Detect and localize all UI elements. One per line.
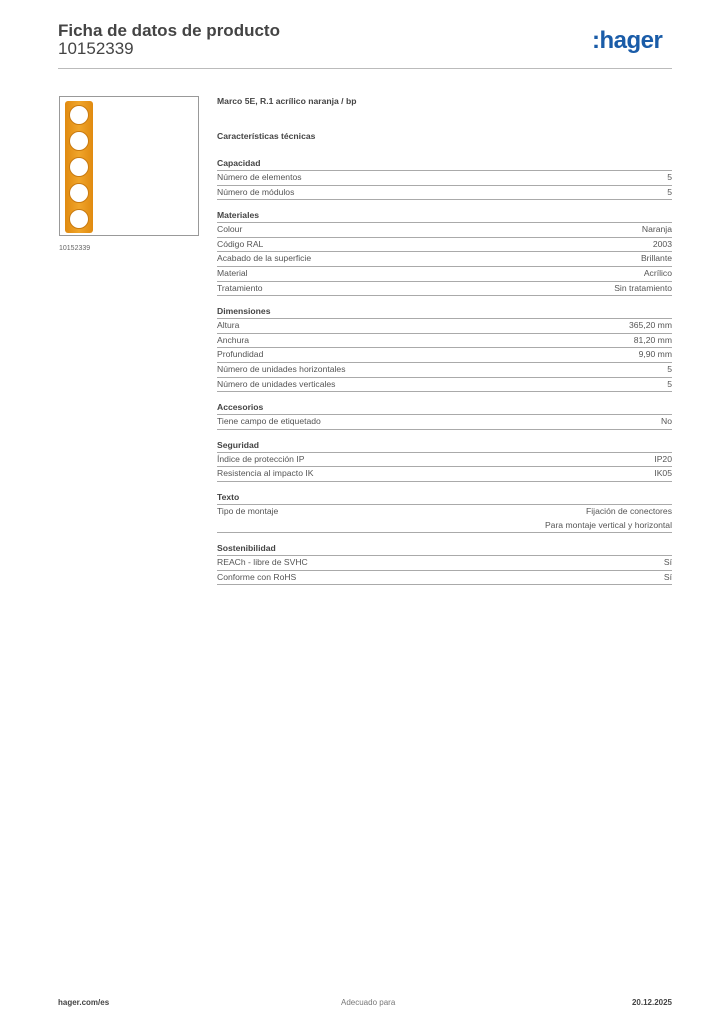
spec-row [217,505,672,533]
spec-value: IK05 [654,468,672,479]
spec-row [217,556,672,571]
footer-suitable: Adecuado para [341,998,396,1007]
spec-label: Material [217,267,248,278]
spec-row [217,282,672,297]
product-name: Marco 5E, R.1 acrílico naranja / bp [217,96,357,106]
frame-opening [69,209,89,229]
spec-value: 5 [667,186,672,197]
orange-frame-image [65,101,93,233]
hager-logo: :hager [592,27,663,54]
technical-heading: Características técnicas [217,131,316,141]
spec-row [217,186,672,201]
spec-label: Acabado de la superficie [217,253,312,264]
spec-section [217,542,672,585]
spec-value: Acrílico [643,267,672,278]
spec-sections [217,157,672,585]
spec-value: 5 [667,378,672,389]
spec-value: 81,20 mm [633,334,672,345]
spec-label: Índice de protección IP [217,453,305,464]
spec-row [217,415,672,430]
spec-label: Conforme con RoHS [217,571,297,582]
spec-sheet [217,96,672,594]
spec-value: Sin tratamiento [614,282,672,293]
spec-value: Naranja [641,224,672,235]
section-title: Materiales [217,209,672,223]
section-title: Texto [217,491,672,505]
frame-opening [69,105,89,125]
spec-label: Número de módulos [217,186,295,197]
spec-section [217,491,672,533]
spec-row [217,267,672,282]
product-code: 10152339 [58,39,134,58]
header-divider [58,68,672,69]
spec-label: Número de elementos [217,172,302,182]
spec-row [217,467,672,482]
spec-row [217,453,672,468]
spec-section [217,157,672,200]
frame-opening [69,131,89,151]
spec-row [217,319,672,334]
spec-row [217,334,672,349]
spec-label: REACh - libre de SVHC [217,557,308,568]
section-title: Seguridad [217,439,672,453]
spec-section [217,305,672,392]
product-image [59,96,199,236]
spec-row [217,571,672,586]
footer-website: hager.com/es [58,998,110,1007]
frame-opening [69,183,89,203]
spec-label: Tratamiento [217,282,263,293]
spec-section [217,209,672,296]
section-title: Sostenibilidad [217,542,672,556]
spec-row [217,171,672,186]
spec-section [217,439,672,482]
spec-value: Sí [663,557,672,568]
section-title: Capacidad [217,157,672,171]
spec-label: Tiene campo de etiquetado [217,416,321,427]
spec-label: Resistencia al impacto IK [217,468,314,479]
section-title: Accesorios [217,401,672,415]
spec-label: Profundidad [217,349,264,360]
spec-value: Sí [663,571,672,582]
page-title: Ficha de datos de producto [58,21,280,40]
spec-value: 9,90 mm [638,349,672,360]
spec-value: 365,20 mm [629,320,672,331]
spec-label: Código RAL [217,238,264,249]
spec-section [217,401,672,430]
spec-row [217,363,672,378]
spec-label: Tipo de montaje [217,505,279,516]
spec-value: 5 [667,363,672,374]
spec-row [217,238,672,253]
spec-label: Altura [217,320,240,331]
spec-value: 5 [667,172,672,182]
spec-row [217,348,672,363]
frame-opening [69,157,89,177]
spec-label: Número de unidades verticales [217,378,336,389]
spec-value: IP20 [654,453,672,464]
spec-value: Fijación de conectores Para montaje vertical y horizontal [544,505,672,530]
footer-date: 20.12.2025 [631,998,672,1007]
spec-value: No [661,416,672,427]
spec-label: Número de unidades horizontales [217,363,346,374]
spec-row [217,252,672,267]
spec-row [217,223,672,238]
spec-value: Brillante [640,253,672,264]
spec-label: Colour [217,224,243,235]
spec-row [217,378,672,393]
spec-label: Anchura [217,334,250,345]
section-title: Dimensiones [217,305,672,319]
image-caption: 10152339 [59,245,91,252]
spec-value: 2003 [652,238,672,249]
